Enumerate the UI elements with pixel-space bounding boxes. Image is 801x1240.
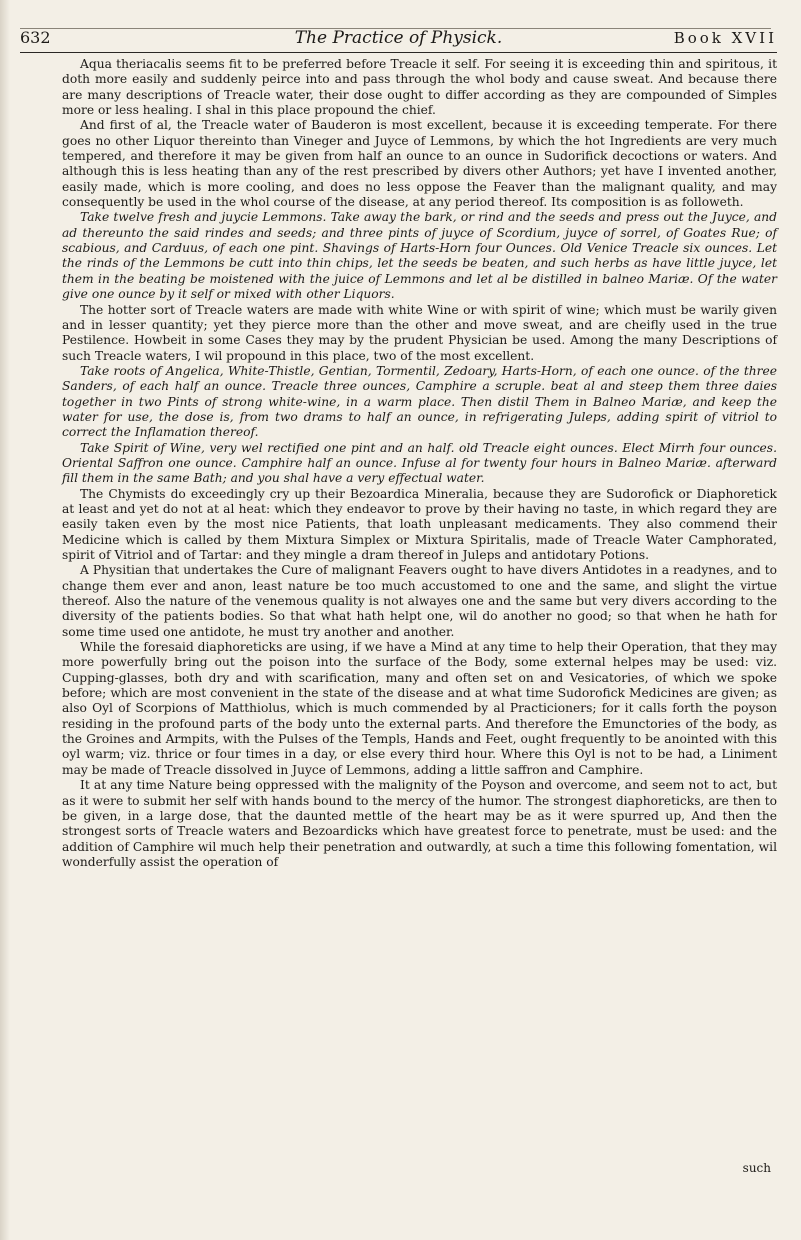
book-label: Book XVII <box>673 29 777 47</box>
body-text <box>62 57 777 870</box>
paragraph-bauderon-water: And first of al, the Treacle water of Bauderon is most excellent, because it is exceeding temperate. For there goes no other Liquor thereinto than Vineger and Juyce of Lemmons, by which the hot Ingredients are very much tempered, and therefore it may be given from half an ounce to an ounce in Sudorifick decoctions or waters. And although this is less heating than any of the rest prescribed by divers other Authors; yet have I invented another, easily made, which is more cooling, and does no less oppose the Feaver than the malignant quality, and may consequently be used in the whol course of the disease, at any period thereof. Its composition is as followeth. <box>62 118 777 210</box>
recipe-angelica-water: Take roots of Angelica, White-Thistle, Gentian, Tormentil, Zedoary, Harts-Horn, of each one ounce. of the three Sanders, of each half an ounce. Treacle three ounces, Camphire a scruple. beat al and steep them three daies together in two Pints of strong white-wine, in a warm place. Then distil Them in Balneo Mariæ, and keep the water for use, the dose is, from two drams to half an ounce, in refrigerating Juleps, adding spirit of vitriol to correct the Inflamation thereof. <box>62 363 777 440</box>
paragraph-antidotes: A Physitian that undertakes the Cure of malignant Feavers ought to have divers Antidotes in a readynes, and to change them ever and anon, least nature be too much accustomed to one and the same, and slight the virtue thereof. Also the nature of the venemous quality is not alwayes one and the same but very divers according to the diversity of the patients bodies. So that what hath helpt one, wil do another no good; so that when he hath for some time used one antidote, he must try another and another. <box>62 563 777 639</box>
recipe-spirit-of-wine: Take Spirit of Wine, very wel rectified one pint and an half. old Treacle eight ounces. Elect Mirrh four ounces. Oriental Saffron one ounce. Camphire half an ounce. Infuse al for twenty four hours in Balneo Mariæ. afterward fill them in the same Bath; and you shal have a very effectual water. <box>62 440 777 486</box>
paragraph-external-helps: While the foresaid diaphoreticks are using, if we have a Mind at any time to help their Operation, that they may more powerfully bring out the poison into the surface of the Body, some external helpes may be used: viz. Cupping-glasses, both dry and with scarification, many and often set on and Vesicatories, of which we spoke before; which are most convenient in the state of the disease and at what time Sudorofick Medicines are given; as also Oyl of Scorpions of Matthiolus, which is much commended by al Practicioners; for it calls forth the poyson residing in the profound parts of the body unto the external parts. And therefore the Emunctories of the body, as the Groines and Armpits, with the Pulses of the Templs, Hands and Feet, ought frequently to be anointed with this oyl warm; viz. thrice or four times in a day, or else every third hour. Where this Oyl is not to be had, a Liniment may be made of Treacle dissolved in Juyce of Lemmons, adding a little saffron and Camphire. <box>62 640 777 777</box>
page-number: 632 <box>20 28 51 47</box>
paragraph-aqua-theriacalis: Aqua theriacalis seems fit to be preferred before Treacle it self. For seeing it is exceeding thin and spiritous, it doth more easily and suddenly peirce into and pass through the whol body and cause sweat. And because there are many descriptions of Treacle water, their dose ought to differ according as they are compounded of Simples more or less healing. I shal in this place propound the chief. <box>62 57 777 118</box>
running-title: The Practice of Physick. <box>294 28 503 48</box>
paragraph-hotter-waters: The hotter sort of Treacle waters are made with white Wine or with spirit of wine; which must be warily given and in lesser quantity; yet they pierce more than the other and move sweat, and are cheifly used in the true Pestilence. Howbeit in some Cases they may by the prudent Physician be used. Among the many Descriptions of such Treacle waters, I wil propound in this place, two of the most excellent. <box>62 302 777 363</box>
catchword: such <box>742 1161 771 1175</box>
paragraph-chymists: The Chymists do exceedingly cry up their Bezoardica Mineralia, because they are Sudorofick or Diaphoretick at least and yet do not at al heat: which they endeavor to prove by their having no taste, in which regard they are easily taken even by the most nice Patients, that loath unpleasant medicaments. They also commend their Medicine which is called by them Mixtura Simplex or Mixtura Spiritalis, made of Treacle Water Camphorated, spirit of Vitriol and of Tartar: and they mingle a dram thereof in Juleps and antidotary Potions. <box>62 486 777 562</box>
paragraph-strongest-diaphoreticks: It at any time Nature being oppressed with the malignity of the Poyson and overcome, and seem not to act, but as it were to submit her self with hands bound to the mercy of the humor. The strongest diaphoreticks, are then to be given, in a large dose, that the daunted mettle of the heart may be as it were spurred up, And then the strongest sorts of Treacle waters and Bezoardicks which have greatest force to penetrate, must be used: and the addition of Camphire wil much help their penetration and outwardly, at such a time this following fomentation, wil wonderfully assist the operation of <box>62 778 777 869</box>
running-head <box>20 26 777 53</box>
recipe-lemmon-water: Take twelve fresh and juycie Lemmons. Take away the bark, or rind and the seeds and press out the Juyce, and ad thereunto the said rindes and seeds; and three pints of juyce of Scordium, juyce of sorrel, of Goates Rue; of scabious, and Carduus, of each one pint. Shavings of Harts-Horn four Ounces. Old Venice Treacle six ounces. Let the rinds of the Lemmons be cutt into thin chips, let the seeds be beaten, and such herbs as have little juyce, let them in the beating be moistened with the juice of Lemmons and let al be distilled in balneo Mariæ. Of the water give one ounce by it self or mixed with other Liquors. <box>62 210 777 302</box>
page-gutter-shadow <box>0 0 10 1240</box>
